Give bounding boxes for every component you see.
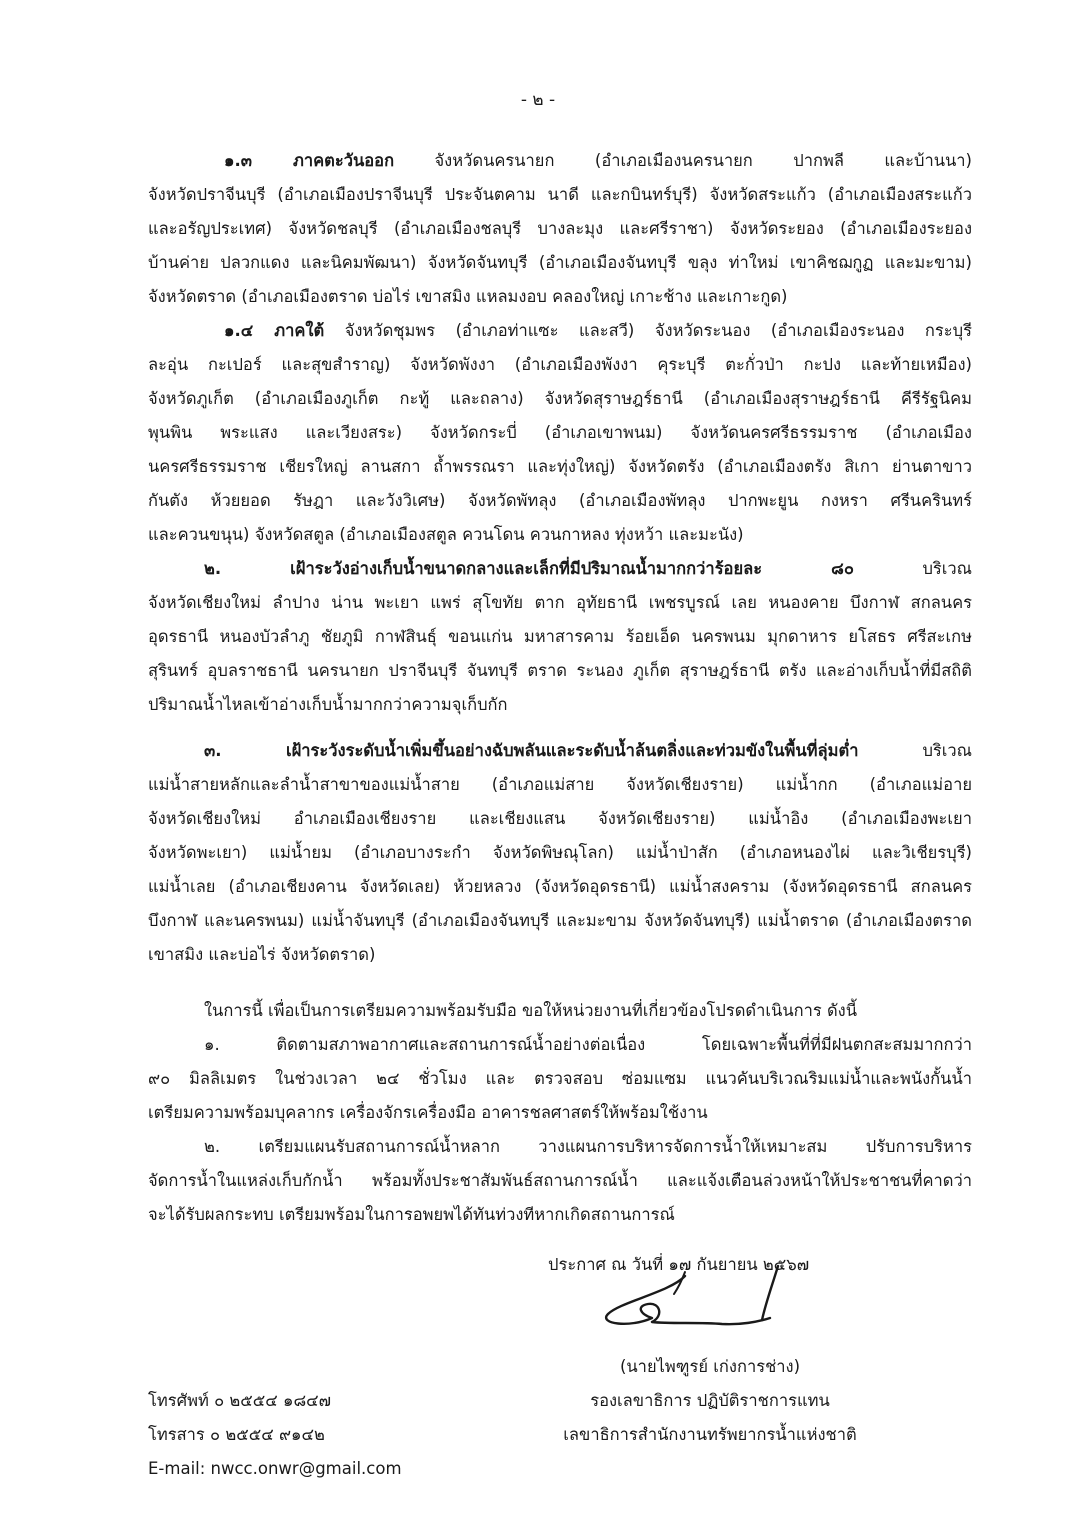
section-3-line-2: แม่น้ำสายหลักและลำน้ำสาขาของแม่น้ำสาย (อำเภอแม่สาย จังหวัดเชียงราย) แม่น้ำกก (อำเภอแม่อาย — [148, 775, 972, 794]
section-2-line-3: อุดรธานี หนองบัวลำภู ชัยภูมิ กาฬสินธุ์ ขอนแก่น มหาสารคาม ร้อยเอ็ด นครพนม มุกดาหาร ยโสธร ศรีสะเกษ — [148, 627, 972, 646]
section-1-4-line-7: และควนขนุน) จังหวัดสตูล (อำเภอเมืองสตูล ควนโดน ควนกาหลง ทุ่งหว้า และมะนัง) — [148, 525, 744, 544]
section-3-line-7: เขาสมิง และบ่อไร่ จังหวัดตราด) — [148, 945, 376, 964]
action-1-line-1: ๑. ติดตามสภาพอากาศและสถานการณ์น้ำอย่างต่อเนื่อง โดยเฉพาะพื้นที่ที่มีฝนตกสะสมมากกว่า — [204, 1035, 972, 1054]
section-1-3-line-4: บ้านค่าย ปลวกแดง และนิคมพัฒนา) จังหวัดจันทบุรี (อำเภอเมืองจันทบุรี ขลุง ท่าใหม่ เขาคิชฌกูฏ และมะขาม) — [148, 253, 972, 272]
action-2-line-2: จัดการน้ำในแหล่งเก็บกักน้ำ พร้อมทั้งประชาสัมพันธ์สถานการณ์น้ำ และแจ้งเตือนล่วงหน้าให้ประชาชนที่คาดว่า — [148, 1171, 972, 1190]
contact-email: E-mail: nwcc.onwr@gmail.com — [148, 1459, 402, 1478]
section-3-line-6: บึงกาฬ และนครพนม) แม่น้ำจันทบุรี (อำเภอเมืองจันทบุรี และมะขาม จังหวัดจันทบุรี) แม่น้ำตราด (อำเภอเมืองตราด — [148, 911, 972, 930]
section-1-4-line-5: นครศรีธรรมราช เชียรใหญ่ ลานสกา ถ้ำพรรณรา และทุ่งใหญ่) จังหวัดตรัง (อำเภอเมืองตรัง สิเกา ย่านตาขาว — [148, 457, 972, 476]
section-2-line-2: จังหวัดเชียงใหม่ ลำปาง น่าน พะเยา แพร่ สุโขทัย ตาก อุทัยธานี เพชรบูรณ์ เลย หนองคาย บึงกาฬ สกลนคร — [148, 593, 972, 612]
section-3-heading: ๓. เฝ้าระวังระดับน้ำเพิ่มขึ้นอย่างฉับพลันและระดับน้ำล้นตลิ่งและท่วมขังในพื้นที่ลุ่มต่ำ — [204, 741, 859, 760]
section-1-4-line-4: พุนพิน พระแสง และเวียงสระ) จังหวัดกระบี่ (อำเภอเขาพนม) จังหวัดนครศรีธรรมราช (อำเภอเมือง — [148, 423, 972, 442]
section-2-heading: ๒. เฝ้าระวังอ่างเก็บน้ำขนาดกลางและเล็กที่มีปริมาณน้ำมากกว่าร้อยละ ๘๐ — [204, 559, 854, 578]
section-1-3-line-3: และอรัญประเทศ) จังหวัดชลบุรี (อำเภอเมืองชลบุรี บางละมุง และศรีราชา) จังหวัดระยอง (อำเภอเมืองระยอง — [148, 219, 972, 238]
action-1-line-2: ๙๐ มิลลิเมตร ในช่วงเวลา ๒๔ ชั่วโมง และ ตรวจสอบ ซ่อมแซม แนวคันบริเวณริมแม่น้ำและพนังกั้นน้ำ — [148, 1069, 972, 1088]
section-3-line-3: จังหวัดเชียงใหม่ อำเภอเมืองเชียงราย และเชียงแสน จังหวัดเชียงราย) แม่น้ำอิง (อำเภอเมืองพะเยา — [148, 809, 972, 828]
section-1-3-line-1: ๑.๓ ภาคตะวันออก จังหวัดนครนายก (อำเภอเมืองนครนายก ปากพลี และบ้านนา) — [224, 151, 972, 170]
section-1-3-line-5: จังหวัดตราด (อำเภอเมืองตราด บ่อไร่ เขาสมิง แหลมงอบ คลองใหญ่ เกาะช้าง และเกาะกูด) — [148, 287, 788, 306]
section-3-line-1: ๓. เฝ้าระวังระดับน้ำเพิ่มขึ้นอย่างฉับพลันและระดับน้ำล้นตลิ่งและท่วมขังในพื้นที่ลุ่มต่ำ บริเวณ — [204, 741, 972, 760]
page-number: - ๒ - — [520, 90, 556, 110]
intro-paragraph: ในการนี้ เพื่อเป็นการเตรียมความพร้อมรับมือ ขอให้หน่วยงานที่เกี่ยวข้องโปรดดำเนินการ ดังนี้ — [204, 1001, 858, 1020]
section-1-3-line-2: จังหวัดปราจีนบุรี (อำเภอเมืองปราจีนบุรี ประจันตคาม นาดี และกบินทร์บุรี) จังหวัดสระแก้ว (อำเภอเมืองสระแก้ว — [148, 185, 972, 204]
contact-phone: โทรศัพท์ ๐ ๒๕๕๔ ๑๘๔๗ — [148, 1391, 332, 1410]
announcement-date: ประกาศ ณ วันที่ ๑๗ กันยายน ๒๕๖๗ — [548, 1255, 810, 1274]
action-1-line-3: เตรียมความพร้อมบุคลากร เครื่องจักรเครื่องมือ อาคารชลศาสตร์ให้พร้อมใช้งาน — [148, 1103, 708, 1122]
signatory-position-2: เลขาธิการสำนักงานทรัพยากรน้ำแห่งชาติ — [563, 1425, 857, 1444]
contact-fax: โทรสาร ๐ ๒๕๕๔ ๙๑๔๒ — [148, 1425, 325, 1444]
signatory-position-1: รองเลขาธิการ ปฏิบัติราชการแทน — [590, 1391, 830, 1410]
section-2-line-4: สุรินทร์ อุบลราชธานี นครนายก ปราจีนบุรี จันทบุรี ตราด ระนอง ภูเก็ต สุราษฎร์ธานี ตรัง และอ่างเก็บน้ำที่มีสถิติ — [148, 661, 972, 680]
section-1-3-heading: ๑.๓ ภาคตะวันออก — [224, 151, 395, 170]
action-2-line-1: ๒. เตรียมแผนรับสถานการณ์น้ำหลาก วางแผนการบริหารจัดการน้ำให้เหมาะสม ปรับการบริหาร — [204, 1137, 972, 1156]
signature-graphic — [590, 1262, 790, 1352]
section-1-4-line-6: กันตัง ห้วยยอด รัษฎา และวังวิเศษ) จังหวัดพัทลุง (อำเภอเมืองพัทลุง ปากพะยูน กงหรา ศรีนครินทร์ — [148, 491, 972, 510]
section-3-line-5: แม่น้ำเลย (อำเภอเชียงคาน จังหวัดเลย) ห้วยหลวง (จังหวัดอุดรธานี) แม่น้ำสงคราม (จังหวัดอุดรธานี สกลนคร — [148, 877, 972, 896]
section-2-line-5: ปริมาณน้ำไหลเข้าอ่างเก็บน้ำมากกว่าความจุเก็บกัก — [148, 695, 508, 714]
section-1-4-line-3: จังหวัดภูเก็ต (อำเภอเมืองภูเก็ต กะทู้ และถลาง) จังหวัดสุราษฎร์ธานี (อำเภอเมืองสุราษฎร์ธานี คีรีรัฐนิคม — [148, 389, 972, 408]
section-1-4-line-2: ละอุ่น กะเปอร์ และสุขสำราญ) จังหวัดพังงา (อำเภอเมืองพังงา คุระบุรี ตะกั่วป่า กะปง และท้ายเหมือง) — [148, 355, 972, 374]
section-2-line-1: ๒. เฝ้าระวังอ่างเก็บน้ำขนาดกลางและเล็กที่มีปริมาณน้ำมากกว่าร้อยละ ๘๐ บริเวณ — [204, 559, 972, 578]
section-3-line-4: จังหวัดพะเยา) แม่น้ำยม (อำเภอบางระกำ จังหวัดพิษณุโลก) แม่น้ำป่าสัก (อำเภอหนองไผ่ และวิเชียรบุรี) — [148, 843, 972, 862]
section-1-4-line-1: ๑.๔ ภาคใต้ จังหวัดชุมพร (อำเภอท่าแซะ และสวี) จังหวัดระนอง (อำเภอเมืองระนอง กระบุรี — [224, 321, 972, 340]
action-2-line-3: จะได้รับผลกระทบ เตรียมพร้อมในการอพยพได้ทันท่วงทีหากเกิดสถานการณ์ — [148, 1205, 675, 1224]
section-1-4-heading: ๑.๔ ภาคใต้ — [224, 321, 325, 340]
signatory-name: (นายไพฑูรย์ เก่งการช่าง) — [619, 1357, 801, 1376]
